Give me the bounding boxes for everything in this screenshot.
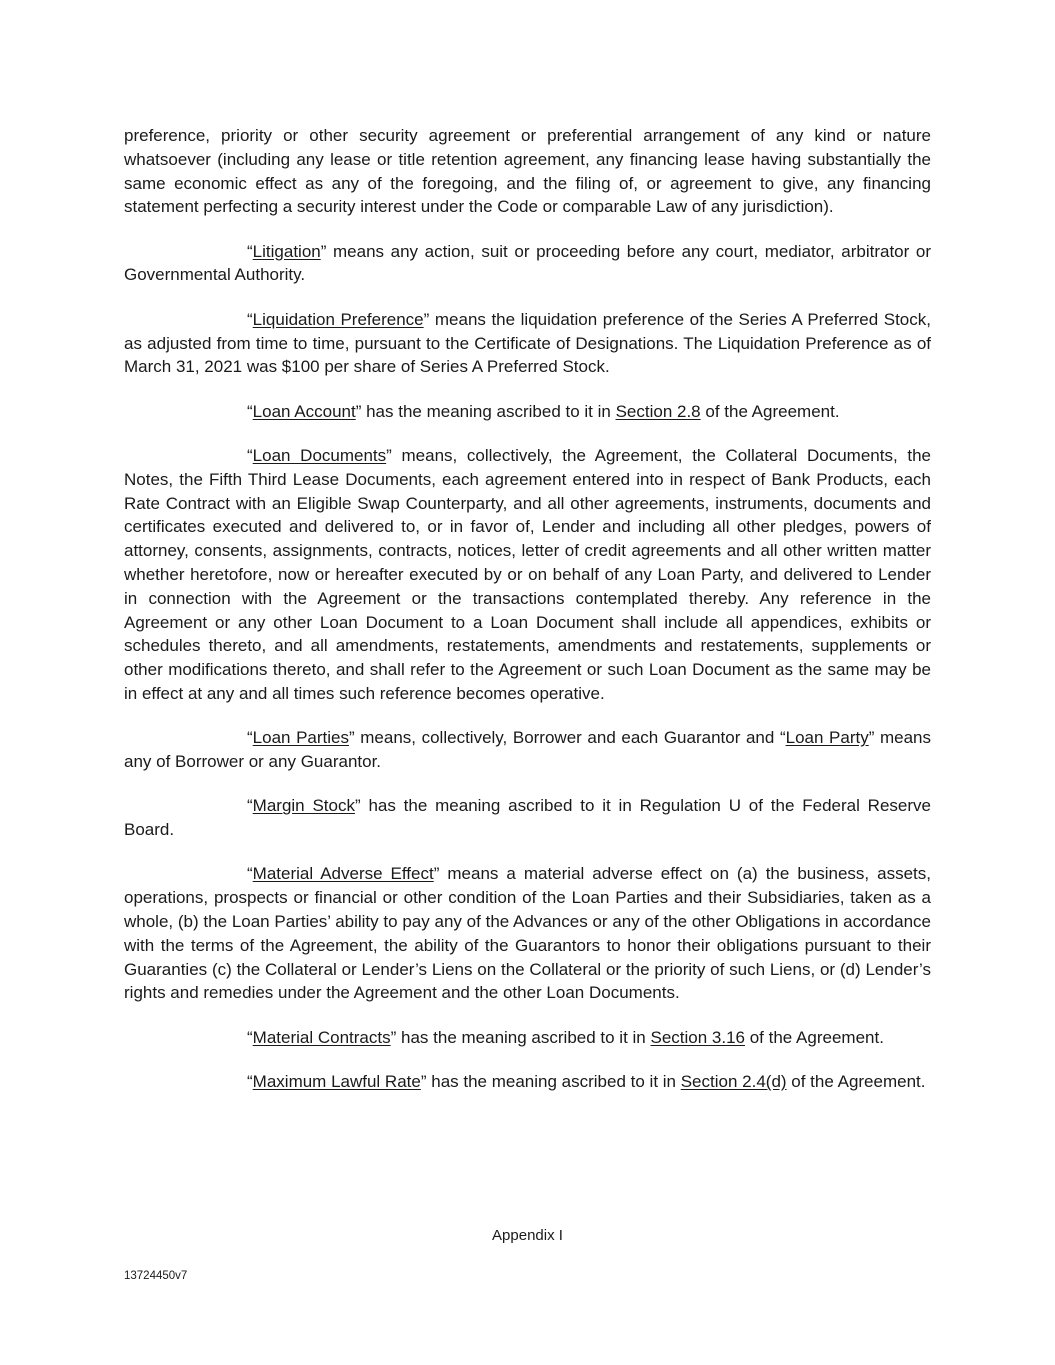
section-reference: Section 3.16 xyxy=(650,1027,745,1047)
defined-term: Liquidation Preference xyxy=(252,309,424,329)
section-reference: Section 2.8 xyxy=(615,401,701,421)
definition-text: means a material adverse effect on (a) the business, assets, operations, prospects or financial or other condition of the Loan Parties and their Subsidiaries, taken as a whole, (b) the Loan Parties’ ability to pay any of the Advances or any of the other Obligations in accordance with the terms of the Agreement, the ability of the Guarantors to honor their obligations pursuant to their Guaranties (c) the Collateral or Lender’s Liens on the Collateral or the priority of such Liens, or (d) Lender’s rights and remedies under the Agreement and the other Loan Documents. xyxy=(124,864,931,1003)
definition-text: means the liquidation preference of the Series A Preferred Stock, as adjusted from time to time, pursuant to the Certificate of Designations. The Liquidation Preference as of March 31, 2021 was $100 per share of Series A Preferred Stock. xyxy=(124,309,931,377)
definition-loan-parties xyxy=(124,726,931,774)
definition-text-end: of the Agreement. xyxy=(700,401,840,421)
defined-term: Loan Account xyxy=(252,401,356,421)
open-quote: “ xyxy=(247,1072,253,1091)
definition-text: has the meaning ascribed to it in xyxy=(396,1027,651,1047)
open-quote: “ xyxy=(247,728,253,748)
close-quote: ” xyxy=(349,728,355,748)
open-quote: “ xyxy=(247,1027,253,1047)
definition-liquidation-preference xyxy=(124,308,931,379)
close-quote: ” xyxy=(423,309,430,329)
close-quote: ” xyxy=(354,796,361,816)
page-footer-label: Appendix I xyxy=(492,1227,563,1244)
open-quote: “ xyxy=(247,309,253,329)
definition-loan-account xyxy=(124,400,931,424)
paragraph-text: preference, priority or other security agreement or preferential arrangement of any kind or nature whatsoever (including any lease or title retention agreement, any financing lease having substantially the same economic effect as any of the foregoing, and the filing of, or agreement to give, any financing statement perfecting a security interest under the Code or comparable Law of any jurisdiction). xyxy=(124,126,931,217)
definition-material-contracts xyxy=(124,1026,931,1050)
defined-term: Loan Parties xyxy=(252,728,349,748)
defined-term: Litigation xyxy=(252,241,321,261)
definition-text: means, collectively, Borrower and each Guarantor and xyxy=(354,728,780,748)
definition-text: has the meaning ascribed to it in xyxy=(361,401,616,421)
definition-maximum-lawful-rate xyxy=(124,1070,931,1094)
close-quote: ” xyxy=(420,1072,427,1091)
definition-margin-stock xyxy=(124,794,931,842)
close-quote: ” xyxy=(320,241,327,261)
document-body xyxy=(124,124,931,1114)
close-quote: ” xyxy=(390,1027,397,1047)
close-quote: ” xyxy=(868,728,875,748)
definition-text-end: means any of Borrower or any Guarantor. xyxy=(124,728,931,772)
definition-text: has the meaning ascribed to it in Regulation U of the Federal Reserve Board. xyxy=(124,796,931,840)
paragraph-lien-continuation xyxy=(124,124,931,219)
close-quote: ” xyxy=(433,864,440,884)
defined-term-secondary: Loan Party xyxy=(785,728,869,748)
document-id: 13724450v7 xyxy=(124,1270,188,1282)
open-quote: “ xyxy=(247,445,253,465)
defined-term: Maximum Lawful Rate xyxy=(252,1072,421,1091)
close-quote: ” xyxy=(386,445,392,465)
defined-term: Material Adverse Effect xyxy=(252,864,434,884)
defined-term: Loan Documents xyxy=(252,445,387,465)
definition-loan-documents xyxy=(124,444,931,706)
defined-term: Margin Stock xyxy=(252,796,355,816)
definition-litigation xyxy=(124,240,931,288)
open-quote: “ xyxy=(247,241,253,261)
definition-text-end: of the Agreement. xyxy=(786,1072,926,1091)
open-quote: “ xyxy=(247,401,253,421)
definition-text: means any action, suit or proceeding before any court, mediator, arbitrator or Governmental Authority. xyxy=(124,241,931,285)
definition-text: has the meaning ascribed to it in xyxy=(426,1072,681,1091)
definition-material-adverse-effect xyxy=(124,862,931,1005)
open-quote: “ xyxy=(779,728,786,748)
open-quote: “ xyxy=(247,864,253,884)
definition-text-end: of the Agreement. xyxy=(745,1027,884,1047)
open-quote: “ xyxy=(247,796,253,816)
defined-term: Material Contracts xyxy=(252,1027,391,1047)
definition-text: means, collectively, the Agreement, the Collateral Documents, the Notes, the Fifth Third Lease Documents, each agreement entered into in respect of Bank Products, each Rate Contract with an Eligible Swap Counterparty, and all other agreements, instruments, documents and certificates executed and delivered to, or in favor of, Lender and including all other pledges, powers of attorney, consents, assignments, contracts, notices, letter of credit agreements and all other written matter whether heretofore, now or hereafter executed by or on behalf of any Loan Party, and delivered to Lender in connection with the Agreement or the transactions contemplated thereby. Any reference in the Agreement or any other Loan Document to a Loan Document shall include all appendices, exhibits or schedules thereto, and all amendments, restatements, amendments and restatements, supplements or other modifications thereto, and shall refer to the Agreement or such Loan Document as the same may be in effect at any and all times such reference becomes operative. xyxy=(124,445,931,703)
close-quote: ” xyxy=(355,401,362,421)
section-reference: Section 2.4(d) xyxy=(680,1072,787,1091)
